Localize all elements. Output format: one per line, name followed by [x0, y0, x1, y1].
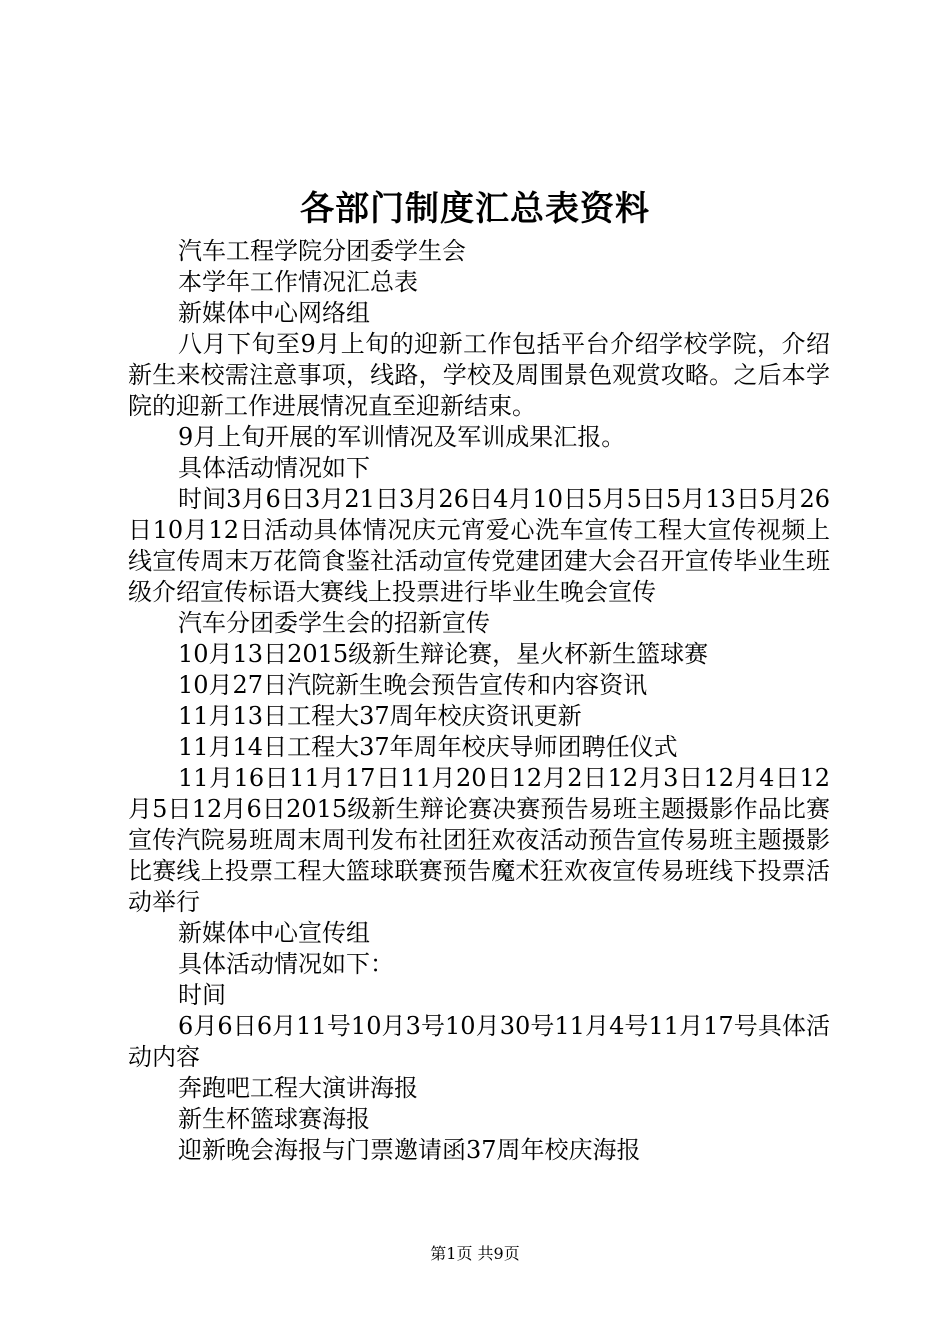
- paragraph: 具体活动情况如下: [178, 454, 370, 482]
- page-footer: 第1页 共9页: [430, 1244, 520, 1263]
- paragraph: 时间3月6日3月21日3月26日4月10日5月5日5月13日5月26日10月12日活动具体情况庆元宵爱心洗车宣传工程大宣传视频上线宣传周末万花筒食鉴社活动宣传党建团建大会召开宣传毕业生班级介绍宣传标语大赛线上投票进行毕业生晚会宣传: [128, 485, 830, 606]
- paragraph: 6月6日6月11号10月3号10月30号11月4号11月17号具体活动内容: [128, 1012, 830, 1071]
- paragraph: 汽车分团委学生会的招新宣传: [178, 609, 490, 637]
- paragraph: 11月14日工程大37年周年校庆导师团聘任仪式: [178, 733, 678, 761]
- paragraph: 11月16日11月17日11月20日12月2日12月3日12月4日12月5日12月6日2015级新生辩论赛决赛预告易班主题摄影作品比赛宣传汽院易班周末周刊发布社团狂欢夜活动预告宣传易班主题摄影比赛线上投票工程大篮球联赛预告魔术狂欢夜宣传易班线下投票活动举行: [128, 764, 830, 916]
- paragraph: 具体活动情况如下：: [178, 950, 394, 978]
- document-body: [128, 236, 830, 1166]
- paragraph: 10月27日汽院新生晚会预告宣传和内容资讯: [178, 671, 648, 699]
- paragraph: 汽车工程学院分团委学生会: [178, 237, 466, 265]
- paragraph: 9月上旬开展的军训情况及军训成果汇报。: [178, 423, 626, 451]
- paragraph: 新媒体中心网络组: [178, 299, 370, 327]
- paragraph: 新生杯篮球赛海报: [178, 1105, 370, 1133]
- paragraph: 11月13日工程大37周年校庆资讯更新: [178, 702, 582, 730]
- paragraph: 迎新晚会海报与门票邀请函37周年校庆海报: [178, 1136, 641, 1164]
- paragraph: 时间: [178, 981, 226, 1009]
- document-title: 各部门制度汇总表资料: [300, 189, 650, 229]
- paragraph: 10月13日2015级新生辩论赛，星火杯新生篮球赛: [178, 640, 709, 668]
- paragraph: 奔跑吧工程大演讲海报: [178, 1074, 418, 1102]
- paragraph: 新媒体中心宣传组: [178, 919, 370, 947]
- paragraph: 八月下旬至9月上旬的迎新工作包括平台介绍学校学院，介绍新生来校需注意事项，线路，学校及周围景色观赏攻略。之后本学院的迎新工作进展情况直至迎新结束。: [128, 330, 830, 420]
- paragraph: 本学年工作情况汇总表: [178, 268, 418, 296]
